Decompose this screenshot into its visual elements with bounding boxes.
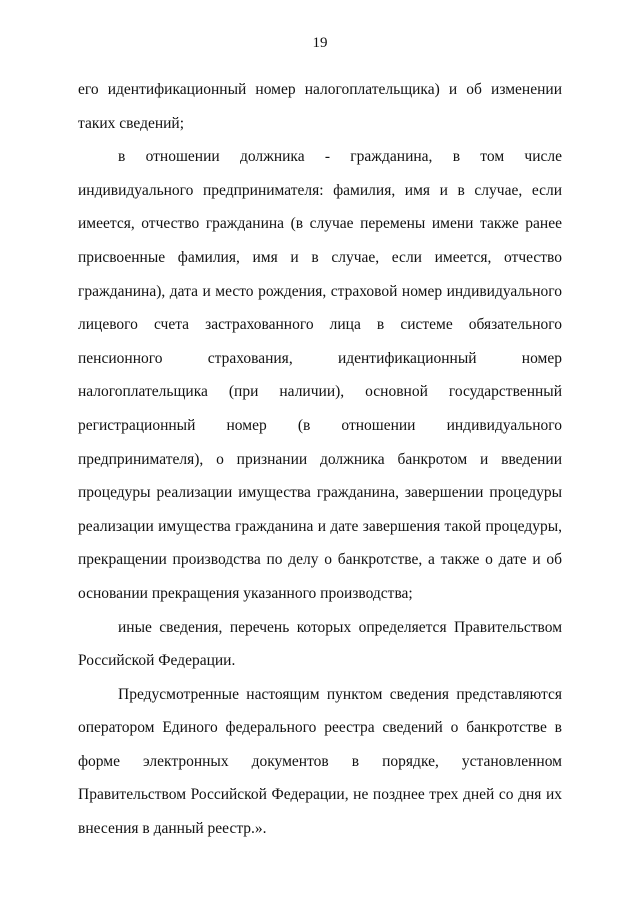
paragraph-provision: Предусмотренные настоящим пунктом сведения представляются оператором Единого федерального реестра сведений о банкротстве в форме электронных документов в порядке, установленном Правительством Российской Федерации, не позднее трех дней со дня их внесения в данный реестр.». xyxy=(78,685,562,838)
document-body xyxy=(78,73,562,846)
page-number: 19 xyxy=(312,35,328,51)
paragraph-other-info: иные сведения, перечень которых определяется Правительством Российской Федерации. xyxy=(78,618,562,670)
paragraph-debtor-citizen: в отношении должника - гражданина, в том числе индивидуального предпринимателя: фамилия, имя и в случае, если имеется, отчество гражданина (в случае перемены имени также ранее присвоенные фамилия, имя и в случае, если имеется, отчество гражданина), дата и место рождения, страховой номер индивидуального лицевого счета застрахованного лица в системе обязательного пенсионного страхования, идентификационный номер налогоплательщика (при наличии), основной государственный регистрационный номер (в отношении индивидуального предпринимателя), о признании должника банкротом и введении процедуры реализации имущества гражданина, завершении процедуры реализации имущества гражданина и дате завершения такой процедуры, прекращении производства по делу о банкротстве, а также о дате и об основании прекращения указанного производства; xyxy=(78,148,562,602)
paragraph-continuation: его идентификационный номер налогоплательщика) и об изменении таких сведений; xyxy=(78,81,562,132)
